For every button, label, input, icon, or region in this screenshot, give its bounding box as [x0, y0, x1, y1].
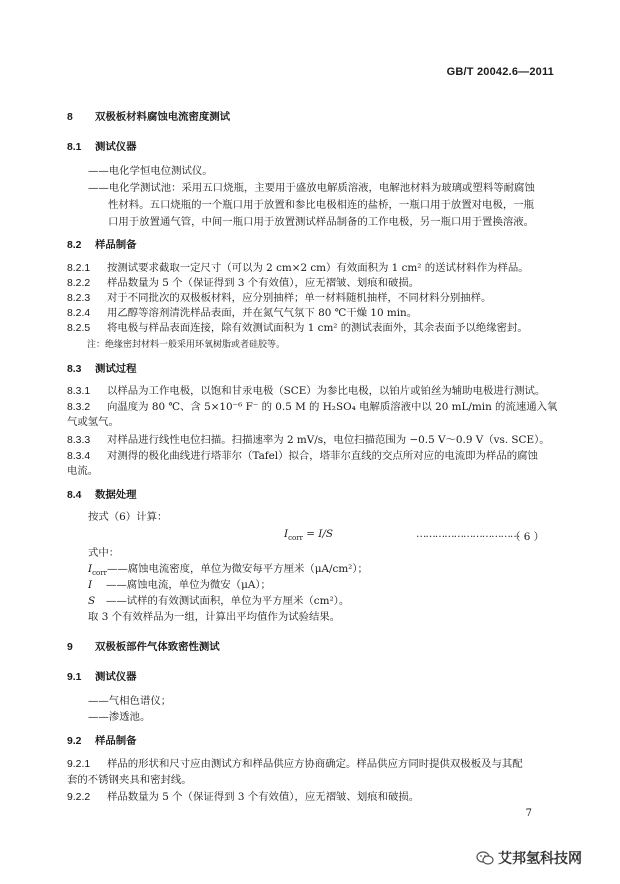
- section-8-1-heading: 8.1 测试仪器: [67, 141, 137, 153]
- formula-intro: 按式（6）计算：: [88, 511, 168, 523]
- clause-9-2-1-cont: 套的不锈钢夹具和密封线。: [67, 774, 192, 786]
- clause-8-2-5: 8.2.5 将电极与样品表面连接，除有效测试面积为 1 cm² 的测试表面外，其余表面予以绝缘密封。: [67, 322, 528, 334]
- clause-9-2-2: 9.2.2 样品数量为 5 个（保证得到 3 个有效值），应无褶皱、划痕和破损。: [67, 791, 420, 803]
- section-9-heading: 9 双极板部件气体致密性测试: [67, 641, 220, 653]
- standard-number: GB/T 20042.6—2011: [446, 66, 554, 78]
- variable-icorr: $I_{corr}——$腐蚀电流密度，单位为微安每平方厘米（μA/cm²）；: [88, 563, 368, 578]
- variable-s: S ——试样的有效测试面积，单位为平方厘米（cm²）。: [88, 595, 350, 607]
- instrument-item-cont: 口用于放置通气管，中间一瓶口用于放置测试样品制备的工作电极，另一瓶口用于置换溶液。: [108, 216, 535, 228]
- variable-i: I ——腐蚀电流，单位为微安（μA）；: [88, 579, 271, 591]
- clause-8-2-1: 8.2.1 按测试要求截取一定尺寸（可以为 2 cm×2 cm）有效面积为 1 cm² 的送试材料作为样品。: [67, 262, 529, 274]
- page-number: 7: [525, 808, 532, 819]
- instrument-item: ——电化学测试池：采用五口烧瓶，主要用于盛放电解质溶液，电解池材料为玻璃或塑料等耐腐蚀: [88, 182, 535, 194]
- clause-8-2-2: 8.2.2 样品数量为 5 个（保证得到 3 个有效值），应无褶皱、划痕和破损。: [67, 277, 420, 289]
- formula-dots: ……………………………: [416, 528, 520, 540]
- formula: $I_{corr} = I/S$: [284, 528, 333, 543]
- wechat-icon: [476, 851, 494, 865]
- clause-8-3-1: 8.3.1 以样品为工作电极，以饱和甘汞电极（SCE）为参比电极，以铂片或铂丝为辅助电极进行测试。: [67, 385, 546, 397]
- note: 注：绝缘密封材料一般采用环氧树脂或者硅胶等。: [87, 340, 286, 350]
- clause-8-3-3: 8.3.3 对样品进行线性电位扫描。扫描速率为 2 mV/s，电位扫描范围为 −0.5 V～0.9 V（vs. SCE）。: [67, 434, 550, 446]
- section-9-2-heading: 9.2 样品制备: [67, 735, 137, 747]
- clause-8-3-4-cont: 电流。: [67, 465, 99, 477]
- section-8-4-heading: 8.4 数据处理: [67, 489, 137, 501]
- instrument-item: ——气相色谱仪；: [88, 695, 172, 707]
- instrument-item: ——电化学恒电位测试仪。: [88, 165, 213, 177]
- section-8-heading: 8 双极板材料腐蚀电流密度测试: [67, 111, 231, 123]
- watermark: [476, 848, 582, 868]
- section-8-2-heading: 8.2 样品制备: [67, 239, 137, 251]
- clause-8-2-4: 8.2.4 用乙醇等溶剂清洗样品表面，并在氮气气氛下 80 ℃干燥 10 min。: [67, 307, 418, 319]
- formula-number: （ 6 ）: [510, 531, 544, 543]
- where-label: 式中：: [88, 547, 120, 559]
- clause-8-3-2: 8.3.2 向温度为 80 ℃、含 5×10⁻⁶ F⁻ 的 0.5 M 的 H₂SO₄ 电解质溶液中以 20 mL/min 的流速通入氧: [67, 401, 558, 413]
- result-text: 取 3 个有效样品为一组，计算出平均值作为试验结果。: [88, 611, 341, 623]
- instrument-item-cont: 性材料。五口烧瓶的一个瓶口用于放置和参比电极相连的盐桥，一瓶口用于放置对电极，一瓶: [108, 199, 535, 211]
- section-9-1-heading: 9.1 测试仪器: [67, 671, 137, 683]
- watermark-text: 艾邦氢科技网: [498, 851, 582, 867]
- instrument-item: ——渗透池。: [88, 711, 151, 723]
- clause-8-2-3: 8.2.3 对于不同批次的双极板材料，应分别抽样；单一材料随机抽样，不同材料分别抽样。: [67, 292, 492, 304]
- clause-8-3-2-cont: 气或氢气。: [67, 416, 119, 428]
- section-8-3-heading: 8.3 测试过程: [67, 363, 137, 375]
- clause-9-2-1: 9.2.1 样品的形状和尺寸应由测试方和样品供应方协商确定。样品供应方同时提供双极板及与其配: [67, 758, 523, 770]
- clause-8-3-4: 8.3.4 对测得的极化曲线进行塔菲尔（Tafel）拟合，塔菲尔直线的交点所对应的电流即为样品的腐蚀: [67, 450, 538, 462]
